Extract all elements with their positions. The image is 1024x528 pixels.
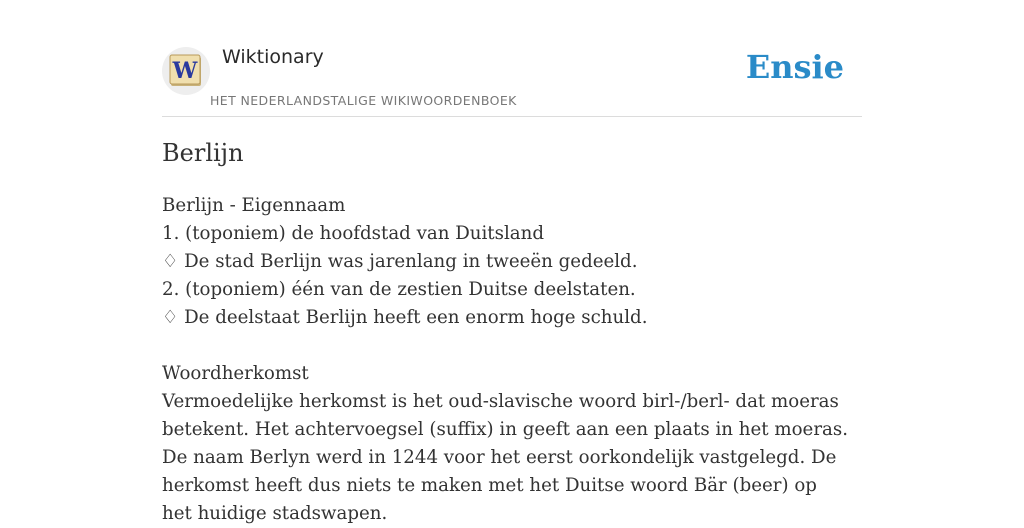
logo-letter: W xyxy=(172,58,198,84)
part-of-speech-line: Berlijn - Eigennaam xyxy=(162,195,346,216)
definition-1: 1. (toponiem) de hoofdstad van Duitsland xyxy=(162,223,544,244)
site-name[interactable]: Wiktionary xyxy=(222,46,324,68)
spacer xyxy=(162,332,852,360)
section-heading-etymology: Woordherkomst xyxy=(162,363,309,384)
etymology-paragraph: Vermoedelijke herkomst is het oud-slavische woord birl-/berl- dat moeras betekent. Het achtervoegsel (suffix) in geeft aan een plaats in het moeras. De naam Berlyn werd in 1244 voor het eerst oorkondelijk vastgelegd. De herkomst heeft dus niets te maken met het Duitse woord Bär (beer) op het huidige stadswapen. xyxy=(162,391,848,524)
page-title: Berlijn xyxy=(162,139,244,167)
site-tagline: HET NEDERLANDSTALIGE WIKIWOORDENBOEK xyxy=(210,93,517,108)
ensie-brand-link[interactable]: Ensie xyxy=(745,48,844,86)
example-1: ♢ De stad Berlijn was jarenlang in tweeën gedeeld. xyxy=(162,251,638,272)
article-content xyxy=(162,192,852,528)
wiktionary-logo-icon[interactable] xyxy=(162,47,210,95)
site-header xyxy=(162,40,862,117)
example-2: ♢ De deelstaat Berlijn heeft een enorm hoge schuld. xyxy=(162,307,648,328)
logo-tile-icon xyxy=(168,53,204,89)
definition-2: 2. (toponiem) één van de zestien Duitse deelstaten. xyxy=(162,279,636,300)
